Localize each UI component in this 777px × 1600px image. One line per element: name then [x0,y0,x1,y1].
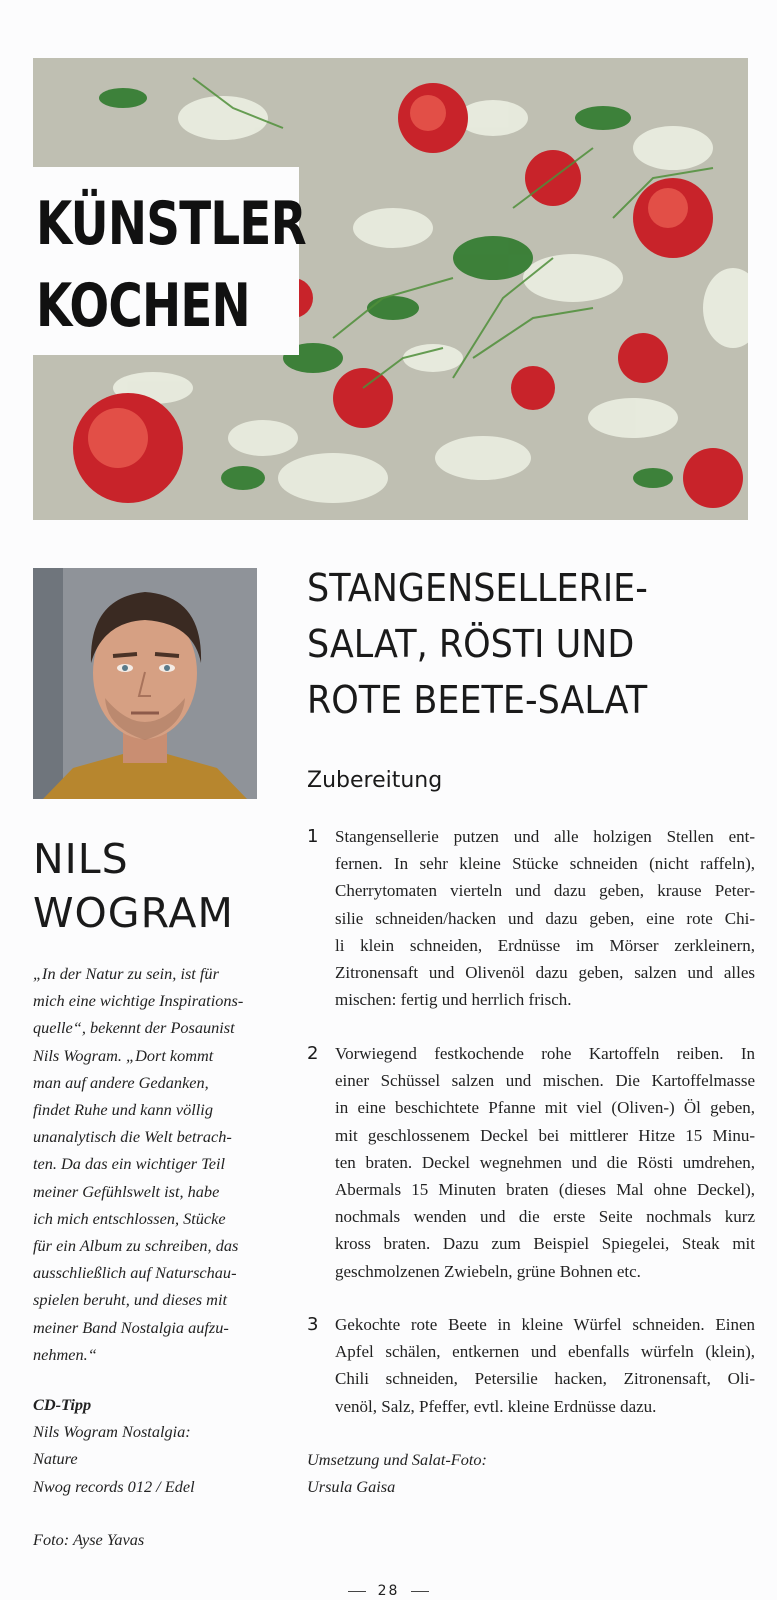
quote-line: ausschließlich auf Naturschau- [33,1263,237,1283]
artist-name-line2: WOGRAM [33,889,234,937]
magazine-title-line1: KÜNSTLER [36,189,306,259]
cd-tip-line: Nature [33,1449,78,1469]
step-line: in eine beschichtete Pfanne mit viel (Oliven-) Öl geben, [335,1098,755,1118]
quote-line: man auf andere Gedanken, [33,1072,209,1092]
step-number: 3 [307,1314,319,1335]
title-box [33,167,306,355]
magazine-title-line2: KOCHEN [36,271,250,341]
artist-name-line1: NILS [33,835,129,883]
cd-tip [33,1391,265,1500]
step-line: geschmolzenen Zwiebeln, grüne Bohnen etc. [335,1261,641,1281]
step-line: Vorwiegend festkochende rohe Kartoffeln reiben. In [335,1044,755,1063]
recipe-title-line: SALAT, RÖSTI UND [307,622,635,666]
recipe-title-line: ROTE BEETE-SALAT [307,678,648,722]
step-line: mischen: fertig und herrlich frisch. [335,990,572,1010]
quote-line: für ein Album zu schreiben, das [33,1236,239,1256]
quote-line: quelle“, bekennt der Posaunist [33,1018,235,1038]
step-line: venöl, Salz, Pfeffer, evtl. kleine Erdnüsse dazu. [335,1396,657,1416]
cd-tip-line: Nwog records 012 / Edel [33,1476,195,1496]
page-number-dash-right [411,1591,429,1592]
step-number: 1 [307,826,319,847]
step-line: mit geschlossenem Deckel bei mittlerer Hitze 15 Minu- [335,1125,755,1145]
step-line: Gekochte rote Beete in kleine Würfel schneiden. Einen [335,1315,755,1334]
step-line: ten braten. Deckel wegnehmen und die Rösti umdrehen, [335,1152,755,1172]
page-number-dash-left [348,1591,366,1592]
quote-line: findet Ruhe und kann völlig [33,1100,213,1120]
step-line: nochmals wenden und die erste Seite nochmals kurz [335,1207,755,1227]
step-number: 2 [307,1043,319,1064]
artist-name [33,832,234,940]
step-line: kross braten. Dazu zum Beispiel Spiegelei, Steak mit [335,1234,755,1254]
quote-line: unanalytisch die Welt betrach- [33,1127,232,1147]
artist-quote [33,960,265,1368]
step-line: li klein schneiden, Erdnüsse im Mörser zerkleinern, [335,935,755,955]
quote-line: „In der Natur zu sein, ist für [33,964,219,983]
step-line: Apfel schälen, entkernen und ebenfalls würfeln (klein), [335,1342,755,1362]
quote-line: spielen beruht, und dieses mit [33,1290,227,1310]
step-line: Zitronensaft und Olivenöl dazu geben, salzen und alles [335,962,755,982]
quote-line: ich mich entschlossen, Stücke [33,1208,226,1228]
step-line: Abermals 15 Minuten braten (dieses Mal ohne Deckel), [335,1179,755,1199]
section-heading: Zubereitung [307,768,443,793]
recipe-credit-line: Ursula Gaisa [307,1477,396,1497]
cd-tip-line: Nils Wogram Nostalgia: [33,1422,191,1442]
page-number-value: 28 [377,1583,400,1599]
step-line: einer Schüssel salzen und mischen. Die Kartoffelmasse [335,1071,755,1091]
step-text [335,1311,755,1420]
step-text [335,823,755,1013]
quote-line: Nils Wogram. „Dort kommt [33,1045,214,1065]
recipe-credit-line: Umsetzung und Salat-Foto: [307,1450,487,1469]
page-number [0,1583,777,1599]
quote-line: nehmen.“ [33,1344,97,1364]
artist-portrait [33,568,257,799]
portrait-illustration [33,568,257,799]
step-line: Stangensellerie putzen und alle holzigen Stellen ent- [335,827,755,846]
recipe-title-line: STANGENSELLERIE- [307,566,648,610]
photo-credit: Foto: Ayse Yavas [33,1530,145,1549]
recipe-credit [307,1446,487,1500]
step-line: Cherrytomaten vierteln und dazu geben, krause Peter- [335,881,755,901]
cd-tip-label: CD-Tipp [33,1395,92,1414]
quote-line: mich eine wichtige Inspirations- [33,991,244,1011]
step-line: Chili schneiden, Petersilie hacken, Zitronensaft, Oli- [335,1369,755,1389]
quote-line: meiner Gefühlswelt ist, habe [33,1181,220,1201]
quote-line: meiner Band Nostalgia aufzu- [33,1317,229,1337]
step-line: fernen. In sehr kleine Stücke schneiden (nicht raffeln), [335,854,755,874]
recipe-title [307,560,648,728]
step-text [335,1040,755,1285]
step-line: silie schneiden/hacken und dazu geben, eine rote Chi- [335,908,755,928]
quote-line: ten. Da das ein wichtiger Teil [33,1154,226,1174]
